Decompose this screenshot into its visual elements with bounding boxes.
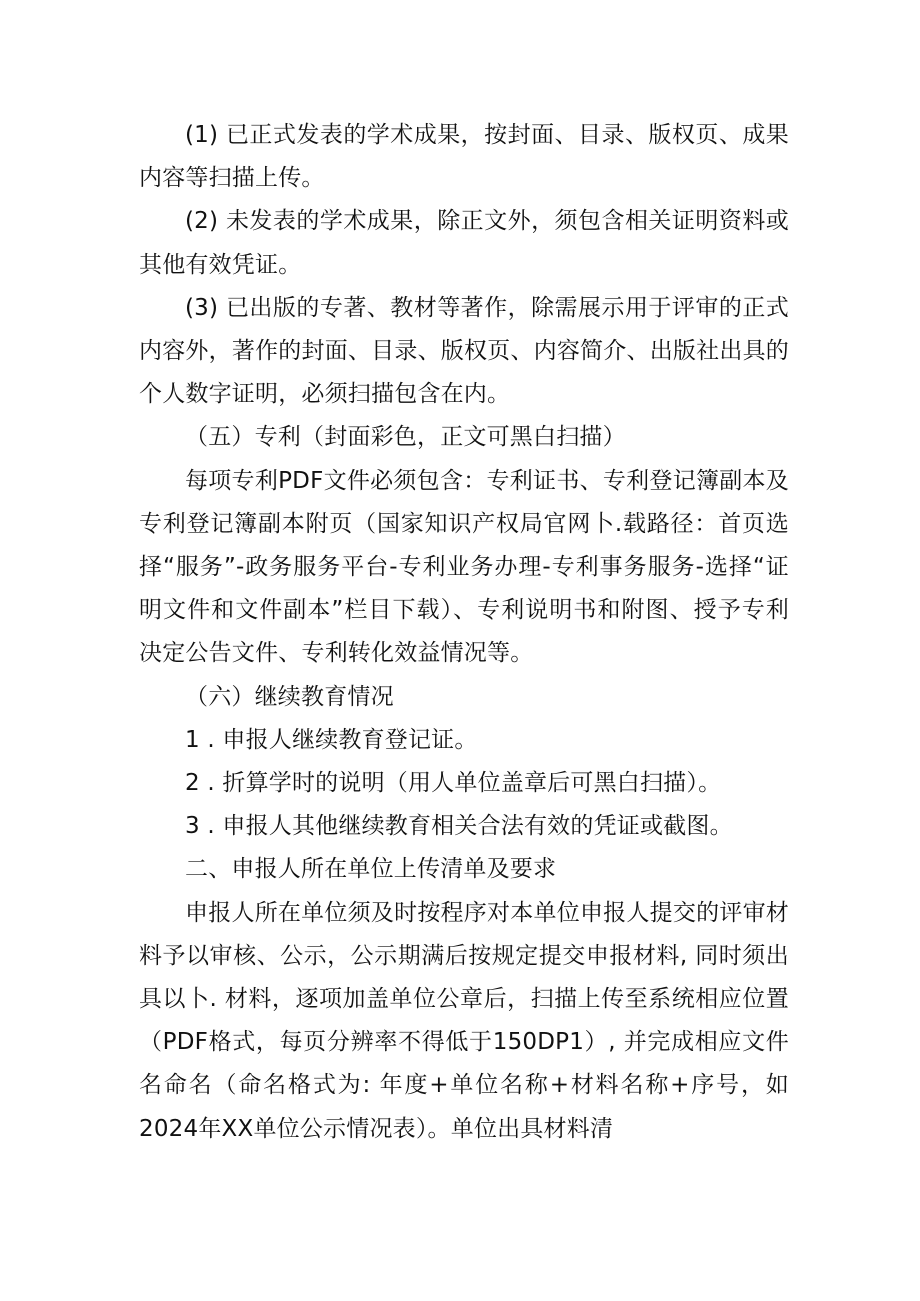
paragraph-unpublished-results: (2) 未发表的学术成果，除正文外，须包含相关证明资料或其他有效凭证。 [139,208,789,278]
section-heading-continuing-education: （六）继续教育情况 [185,683,394,710]
section-heading-patents: （五）专利（封面彩色，正文可黑白扫描） [185,424,626,451]
paragraph-published-results: (1) 已正式发表的学术成果，按封面、目录、版权页、成果内容等扫描上传。 [139,122,789,192]
document-body [139,114,789,1151]
list-item-education-1: 1 . 申报人继续教育登记证。 [185,726,478,753]
paragraph-patents: 每项专利PDF文件必须包含：专利证书、专利登记簿副本及专利登记簿副本附页（国家知识产权局官网卜.载路径：首页选择“服务”-政务服务平台-专利业务办理-专利事务服务-选择“证明文件和文件副本”栏目下载）、专利说明书和附图、授予专利决定公告文件、专利转化效益情况等。 [139,467,789,667]
paragraph-published-books: (3) 已出版的专著、教材等著作，除需展示用于评审的正式内容外，著作的封面、目录、版权页、内容简介、出版社出具的个人数字证明，必须扫描包含在内。 [139,294,789,408]
list-item-education-3: 3 . 申报人其他继续教育相关合法有效的凭证或截图。 [185,813,733,840]
list-item-education-2: 2 . 折算学时的说明（用人单位盖章后可黑白扫描）。 [185,770,722,797]
paragraph-unit-requirements: 申报人所在单位须及时按程序对本单位申报人提交的评审材料予以审核、公示，公示期满后按规定提交申报材料, 同时须出具以卜. 材料，逐项加盖单位公章后，扫描上传至系统相应位置（PDF格式，每页分辨率不得低于150DP1）, 并完成相应文件名命名（命名格式为: 年度+单位名称+材料名称+序号，如2024年XX单位公示情况表）。单位出具材料清 [139,899,789,1142]
section-heading-unit-upload: 二、申报人所在单位上传清单及要求 [185,856,557,883]
